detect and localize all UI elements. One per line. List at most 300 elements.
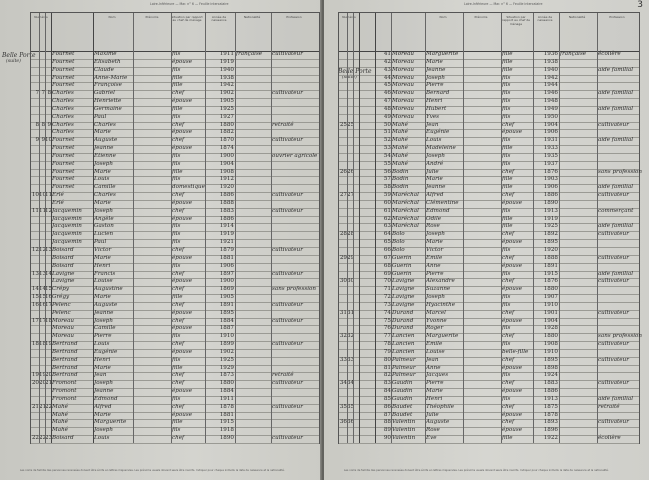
right-cell-first-name: Emile — [426, 341, 443, 348]
right-cell-relation: chef — [502, 356, 515, 363]
right-cell-profession: sans profession — [598, 168, 642, 175]
left-cell-relation: fille — [172, 419, 183, 426]
left-cell-first-name: Marie — [94, 254, 111, 261]
left-cell-surname: Fournet — [52, 137, 75, 144]
left-cell-profession — [272, 161, 318, 169]
left-cell-surname: Boisard — [52, 247, 74, 253]
right-cell-household-number — [339, 435, 347, 443]
right-cell-first-name: Jean — [426, 121, 439, 128]
left-cell-person-number: 12 — [45, 207, 53, 214]
right-cell-relation: chef — [502, 254, 515, 261]
right-cell-relation: chef — [502, 419, 515, 426]
left-cell-nationality — [236, 192, 270, 200]
right-cell-birth-year: 1888 — [543, 254, 558, 261]
left-cell-household-number — [31, 325, 39, 333]
right-cell-household-number — [339, 294, 347, 302]
left-cell-profession: cultivateur — [272, 137, 303, 144]
left-cell-household-number: 8 — [35, 121, 39, 128]
left-cell-person-number: 11 — [45, 192, 53, 199]
left-cell-nationality — [236, 208, 270, 216]
right-cell-household-number: 36 — [339, 419, 347, 426]
right-cell-birth-year: 1915 — [543, 270, 558, 277]
right-cell-profession: aide familial — [598, 137, 633, 144]
left-cell-relation: fils — [172, 333, 181, 340]
left-cell-surname: Lavigne — [52, 270, 75, 277]
left-cell-relation: chef — [172, 341, 185, 348]
right-cell-relation: fils — [502, 113, 511, 120]
right-margin-note-2: (suite) — [342, 75, 357, 80]
left-cell-nationality — [236, 239, 270, 247]
right-cell-nationality — [560, 396, 596, 404]
left-cell-surname: Jacquemin — [52, 239, 82, 246]
right-cell-profession — [598, 59, 638, 67]
left-cell-first-name: Marie — [94, 168, 111, 175]
left-cell-household-number: 22 — [31, 435, 39, 442]
right-cell-relation: fils — [502, 137, 511, 144]
left-cell-birth-year: 1900 — [219, 278, 234, 285]
right-cell-nationality — [560, 90, 596, 98]
left-cell-surname: Fournet — [52, 184, 75, 191]
left-cell-nationality — [236, 67, 270, 75]
left-cell-nationality — [236, 137, 270, 145]
left-cell-birth-year: 1911 — [219, 51, 234, 57]
left-cell-relation: épouse — [172, 58, 193, 65]
right-cell-nationality — [560, 365, 596, 373]
right-cell-surname: Palmeur — [392, 372, 416, 379]
left-cell-birth-year: 1882 — [219, 129, 234, 136]
left-cell-birth-year: 1940 — [219, 66, 234, 73]
right-cell-relation: fils — [502, 372, 511, 379]
right-cell-first-name: Julie — [426, 411, 439, 418]
left-cell-surname: Boisard — [52, 262, 74, 269]
right-cell-relation: épouse — [502, 129, 523, 136]
left-cell-surname: Bertrand — [52, 364, 78, 371]
right-table-row — [339, 435, 639, 444]
right-cell-person-number: 54 — [383, 152, 391, 159]
right-cell-person-number: 49 — [383, 113, 391, 120]
right-cell-nationality — [560, 388, 596, 396]
left-cell-nationality — [236, 75, 270, 83]
right-cell-birth-year: 1876 — [543, 278, 558, 285]
left-cell-relation: fils — [172, 239, 181, 246]
left-cell-profession — [272, 216, 318, 224]
right-cell-birth-year: 1890 — [543, 199, 558, 206]
right-cell-household-number: 35 — [339, 403, 347, 410]
right-cell-surname: Durand — [392, 317, 414, 324]
right-cell-relation: fils — [502, 82, 511, 89]
left-cell-person-number: 15 — [45, 286, 53, 293]
left-cell-relation: épouse — [172, 309, 193, 316]
left-cell-profession — [272, 349, 318, 357]
right-cell-birth-year: 1904 — [543, 317, 558, 324]
right-cell-dwelling-number: 34 — [347, 380, 355, 387]
left-register-page — [0, 0, 322, 480]
left-cell-profession: cultivateur — [272, 207, 303, 214]
right-cell-first-name: Auguste — [426, 419, 450, 426]
right-cell-surname: Lavigne — [392, 301, 415, 308]
right-cell-first-name: Pierre — [426, 380, 444, 387]
left-cell-first-name: Angèle — [94, 215, 114, 222]
left-cell-household-number — [31, 184, 39, 192]
left-cell-first-name: Paul — [94, 239, 107, 246]
left-cell-dwelling-number: 11 — [39, 207, 47, 214]
left-header-profession: Profession — [286, 15, 302, 19]
left-cell-household-number — [31, 145, 39, 153]
right-cell-birth-year: 1928 — [543, 325, 558, 332]
right-cell-surname: Baudet — [392, 411, 413, 418]
left-margin-note-1: Belle Porte — [2, 52, 36, 59]
right-cell-nationality — [560, 255, 596, 263]
left-cell-nationality — [236, 255, 270, 263]
right-cell-surname: Mahé — [392, 121, 408, 128]
left-cell-nationality — [236, 365, 270, 373]
right-cell-surname: Lavigne — [392, 294, 415, 301]
right-cell-first-name: Edmond — [426, 207, 450, 214]
left-cell-relation: fils — [172, 66, 181, 73]
left-cell-nationality — [236, 325, 270, 333]
right-cell-person-number: 85 — [383, 395, 391, 402]
left-cell-household-number — [31, 223, 39, 231]
right-cell-relation: fils — [502, 395, 511, 402]
right-cell-relation: fils — [502, 90, 511, 97]
right-cell-person-number: 59 — [383, 192, 391, 199]
right-cell-profession: aide familial — [598, 270, 633, 277]
left-cell-household-number — [31, 310, 39, 318]
right-cell-surname: Bodin — [392, 176, 409, 183]
left-cell-profession — [272, 263, 318, 271]
left-cell-person-number: 22 — [45, 403, 53, 410]
right-cell-profession — [598, 372, 638, 380]
right-cell-profession — [598, 239, 638, 247]
left-cell-relation: épouse — [172, 325, 193, 332]
left-cell-surname: Fournet — [52, 51, 75, 57]
left-cell-surname: Jacquemin — [52, 223, 82, 230]
right-cell-profession: écolière — [598, 51, 621, 57]
right-cell-first-name: Henri — [426, 98, 443, 105]
left-cell-birth-year: 1881 — [219, 254, 234, 261]
left-cell-first-name: Maxime — [94, 51, 117, 57]
left-cell-household-number — [31, 231, 39, 239]
left-cell-birth-year: 1897 — [219, 270, 234, 277]
right-cell-nationality — [560, 435, 596, 443]
right-cell-first-name: Hubert — [426, 105, 447, 112]
left-cell-relation: fille — [172, 294, 183, 301]
right-cell-person-number: 90 — [383, 435, 391, 442]
right-cell-first-name: Marie — [426, 58, 443, 65]
right-cell-relation: chef — [502, 168, 515, 175]
right-cell-dwelling-number: 35 — [347, 403, 355, 410]
left-cell-first-name: Germaine — [94, 105, 122, 112]
right-cell-first-name: Yvonne — [426, 317, 447, 324]
left-cell-surname: Boisard — [52, 435, 74, 442]
right-cell-household-number — [339, 51, 347, 59]
right-table-header — [339, 13, 639, 52]
left-cell-birth-year: 1905 — [219, 98, 234, 105]
left-cell-nationality — [236, 396, 270, 404]
right-cell-household-number — [339, 223, 347, 231]
right-cell-person-number: 78 — [383, 341, 391, 348]
right-cell-surname: Guerin — [392, 262, 412, 269]
left-cell-household-number: 14 — [31, 286, 39, 293]
left-cell-household-number — [31, 82, 39, 90]
left-cell-profession — [272, 59, 318, 67]
right-cell-birth-year: 1938 — [543, 58, 558, 65]
right-cell-person-number: 79 — [383, 348, 391, 355]
right-cell-first-name: Clémentine — [426, 199, 459, 206]
left-cell-household-number — [31, 67, 39, 75]
right-cell-profession — [598, 247, 638, 255]
left-cell-relation: chef — [172, 403, 185, 410]
right-column-rule — [559, 13, 560, 443]
left-cell-nationality — [236, 286, 270, 294]
right-cell-household-number — [339, 341, 347, 349]
right-cell-first-name: Yves — [426, 113, 440, 120]
right-cell-relation: chef — [502, 380, 515, 387]
left-cell-birth-year: 1920 — [219, 184, 234, 191]
right-cell-nationality — [560, 75, 596, 83]
right-cell-birth-year: 1944 — [543, 82, 558, 89]
right-cell-person-number: 48 — [383, 105, 391, 112]
right-cell-nationality — [560, 106, 596, 114]
right-cell-household-number — [339, 263, 347, 271]
right-header-profession: Profession — [609, 15, 625, 19]
right-cell-first-name: Bernard — [426, 90, 450, 97]
left-cell-surname: Pelenc — [52, 309, 71, 316]
right-cell-first-name: André — [426, 160, 444, 167]
right-column-rule — [463, 13, 464, 443]
left-cell-relation: fils — [172, 427, 181, 434]
left-cell-surname: Charles — [52, 129, 74, 136]
right-cell-nationality — [560, 184, 596, 192]
right-cell-household-number — [339, 153, 347, 161]
left-cell-first-name: Joseph — [94, 317, 113, 324]
right-cell-household-number — [339, 427, 347, 435]
left-cell-nationality — [236, 223, 270, 231]
right-cell-household-number — [339, 388, 347, 396]
left-cell-nationality — [236, 419, 270, 427]
right-cell-surname: Durand — [392, 309, 414, 316]
left-cell-household-number — [31, 59, 39, 67]
left-cell-birth-year: 1918 — [219, 427, 234, 434]
right-cell-profession: sans profession — [598, 333, 642, 340]
left-cell-first-name: Pierre — [94, 333, 112, 340]
left-cell-household-number — [31, 153, 39, 161]
right-cell-nationality — [560, 247, 596, 255]
right-cell-relation: épouse — [502, 388, 523, 395]
right-column-rule — [391, 13, 392, 443]
left-cell-nationality — [236, 349, 270, 357]
left-cell-dwelling-number: 8 — [41, 121, 45, 128]
left-cell-birth-year: 1887 — [219, 325, 234, 332]
right-header-numbers: Numéros — [342, 15, 356, 19]
right-cell-birth-year: 1876 — [543, 168, 558, 175]
left-cell-household-number — [31, 114, 39, 122]
left-cell-first-name: Gaston — [94, 223, 114, 230]
right-cell-profession: cultivateur — [598, 192, 629, 199]
right-cell-birth-year: 1886 — [543, 192, 558, 199]
right-cell-person-number: 76 — [383, 325, 391, 332]
right-cell-person-number: 45 — [383, 82, 391, 89]
left-cell-first-name: Joseph — [94, 380, 113, 387]
right-cell-household-number: 27 — [339, 192, 347, 199]
right-cell-household-number — [339, 82, 347, 90]
left-cell-relation: chef — [172, 286, 185, 293]
left-cell-person-number: 9 — [47, 121, 51, 128]
right-cell-relation: fils — [502, 98, 511, 105]
left-cell-birth-year: 1925 — [219, 356, 234, 363]
left-cell-birth-year: 1912 — [219, 176, 234, 183]
left-cell-birth-year: 1869 — [219, 286, 234, 293]
right-cell-household-number: 30 — [339, 278, 347, 285]
left-cell-first-name: Eugénie — [94, 348, 118, 355]
left-cell-profession: retraité — [272, 121, 294, 128]
right-cell-birth-year: 1942 — [543, 74, 558, 81]
right-cell-person-number: 87 — [383, 411, 391, 418]
left-cell-profession — [272, 145, 318, 153]
right-cell-profession — [598, 263, 638, 271]
left-cell-profession: cultivateur — [272, 403, 303, 410]
right-cell-relation: épouse — [502, 411, 523, 418]
left-cell-person-number: 21 — [45, 380, 53, 387]
right-cell-profession: écolière — [598, 435, 621, 442]
right-cell-nationality — [560, 59, 596, 67]
right-cell-birth-year: 1950 — [543, 113, 558, 120]
left-cell-first-name: Louis — [94, 341, 110, 348]
right-cell-birth-year: 1940 — [543, 66, 558, 73]
left-column-rule — [205, 13, 206, 443]
left-cell-first-name: Francis — [94, 270, 116, 277]
right-cell-birth-year: 1901 — [543, 309, 558, 316]
right-cell-person-number: 53 — [383, 145, 391, 152]
right-cell-surname: Maréchal — [392, 215, 419, 222]
right-header-nationality: Nationalité — [568, 15, 586, 19]
right-cell-relation: fille — [502, 58, 513, 65]
right-cell-person-number: 61 — [383, 207, 391, 214]
right-cell-first-name: Rose — [426, 223, 440, 230]
left-cell-nationality — [236, 216, 270, 224]
left-cell-first-name: Joseph — [94, 427, 113, 434]
left-cell-surname: Jacquemin — [52, 215, 82, 222]
left-cell-surname: Erlé — [52, 192, 64, 199]
right-cell-surname: Gaudin — [392, 395, 413, 402]
right-cell-nationality — [560, 122, 596, 130]
right-cell-nationality — [560, 271, 596, 279]
right-cell-household-number — [339, 129, 347, 137]
left-cell-household-number — [31, 239, 39, 247]
right-cell-relation: fils — [502, 325, 511, 332]
right-cell-profession: cultivateur — [598, 278, 629, 285]
right-cell-surname: Durand — [392, 325, 414, 332]
right-cell-surname: Valentin — [392, 435, 416, 442]
left-cell-household-number: 7 — [35, 90, 39, 97]
left-cell-surname: Mahé — [52, 419, 68, 426]
right-cell-birth-year: 1906 — [543, 129, 558, 136]
left-cell-nationality — [236, 427, 270, 435]
right-cell-surname: Lancien — [392, 348, 415, 355]
left-cell-nationality — [236, 145, 270, 153]
left-margin-note-2: (suite) — [6, 59, 21, 64]
right-cell-profession: cultivateur — [598, 121, 629, 128]
right-cell-birth-year: 1910 — [543, 301, 558, 308]
left-cell-relation: fille — [172, 168, 183, 175]
right-cell-nationality — [560, 286, 596, 294]
right-cell-dwelling-number: 31 — [347, 309, 355, 316]
left-cell-first-name: Auguste — [94, 301, 118, 308]
right-cell-surname: Bodin — [392, 168, 409, 175]
right-cell-surname: Lavigne — [392, 286, 415, 293]
left-cell-relation: fils — [172, 231, 181, 238]
left-cell-profession — [272, 98, 318, 106]
left-cell-first-name: Gabriel — [94, 90, 115, 97]
left-cell-surname: Jacquemin — [52, 231, 82, 238]
right-cell-surname: Bolo — [392, 231, 405, 238]
left-table-header — [31, 13, 319, 52]
left-cell-first-name: Marie — [94, 129, 111, 136]
right-cell-nationality — [560, 318, 596, 326]
right-cell-relation: épouse — [502, 262, 523, 269]
left-cell-household-number: 19 — [31, 372, 39, 379]
right-cell-first-name: Louis — [426, 137, 442, 144]
right-cell-profession — [598, 427, 638, 435]
right-cell-household-number: 31 — [339, 309, 347, 316]
left-cell-nationality — [236, 318, 270, 326]
right-cell-surname: Moreau — [392, 51, 415, 57]
left-cell-birth-year: 1902 — [219, 90, 234, 97]
left-header-numbers: Numéros — [34, 15, 48, 19]
left-cell-relation: fille — [172, 105, 183, 112]
left-cell-profession — [272, 310, 318, 318]
right-cell-relation: chef — [502, 333, 515, 340]
left-cell-household-number — [31, 129, 39, 137]
left-cell-person-number: 23 — [45, 435, 53, 442]
left-cell-birth-year: 1911 — [219, 395, 234, 402]
left-cell-person-number: 13 — [45, 247, 53, 253]
right-cell-nationality — [560, 137, 596, 145]
right-header-firstname: Prénoms — [474, 15, 488, 19]
left-column-rule — [45, 13, 46, 443]
left-cell-relation: fils — [172, 176, 181, 183]
left-cell-birth-year: 1880 — [219, 380, 234, 387]
right-cell-surname: Moreau — [392, 74, 415, 81]
right-cell-profession — [598, 302, 638, 310]
left-cell-birth-year: 1895 — [219, 309, 234, 316]
right-cell-relation: fille — [502, 51, 513, 57]
left-header-surname: Nom — [108, 15, 116, 19]
right-cell-profession — [598, 75, 638, 83]
left-cell-dwelling-number: 10 — [39, 192, 47, 199]
left-cell-first-name: Henriette — [94, 98, 122, 105]
left-cell-profession — [272, 325, 318, 333]
right-cell-relation: fils — [502, 341, 511, 348]
right-cell-household-number — [339, 75, 347, 83]
left-cell-nationality — [236, 200, 270, 208]
right-cell-profession: cultivateur — [598, 309, 629, 316]
right-cell-birth-year: 1896 — [543, 427, 558, 434]
right-header-relation: Situation par rapport au chef de ménage — [502, 15, 530, 26]
right-cell-nationality — [560, 192, 596, 200]
left-cell-nationality — [236, 184, 270, 192]
right-cell-person-number: 75 — [383, 317, 391, 324]
left-cell-profession — [272, 129, 318, 137]
left-cell-profession — [272, 67, 318, 75]
left-cell-person-number: 19 — [45, 341, 53, 348]
right-cell-nationality — [560, 67, 596, 75]
left-header-relation: Situation par rapport au chef de ménage — [171, 15, 203, 23]
right-cell-profession — [598, 129, 638, 137]
right-cell-household-number — [339, 396, 347, 404]
left-cell-first-name: Jean — [94, 372, 107, 379]
right-cell-first-name: Théophile — [426, 403, 455, 410]
